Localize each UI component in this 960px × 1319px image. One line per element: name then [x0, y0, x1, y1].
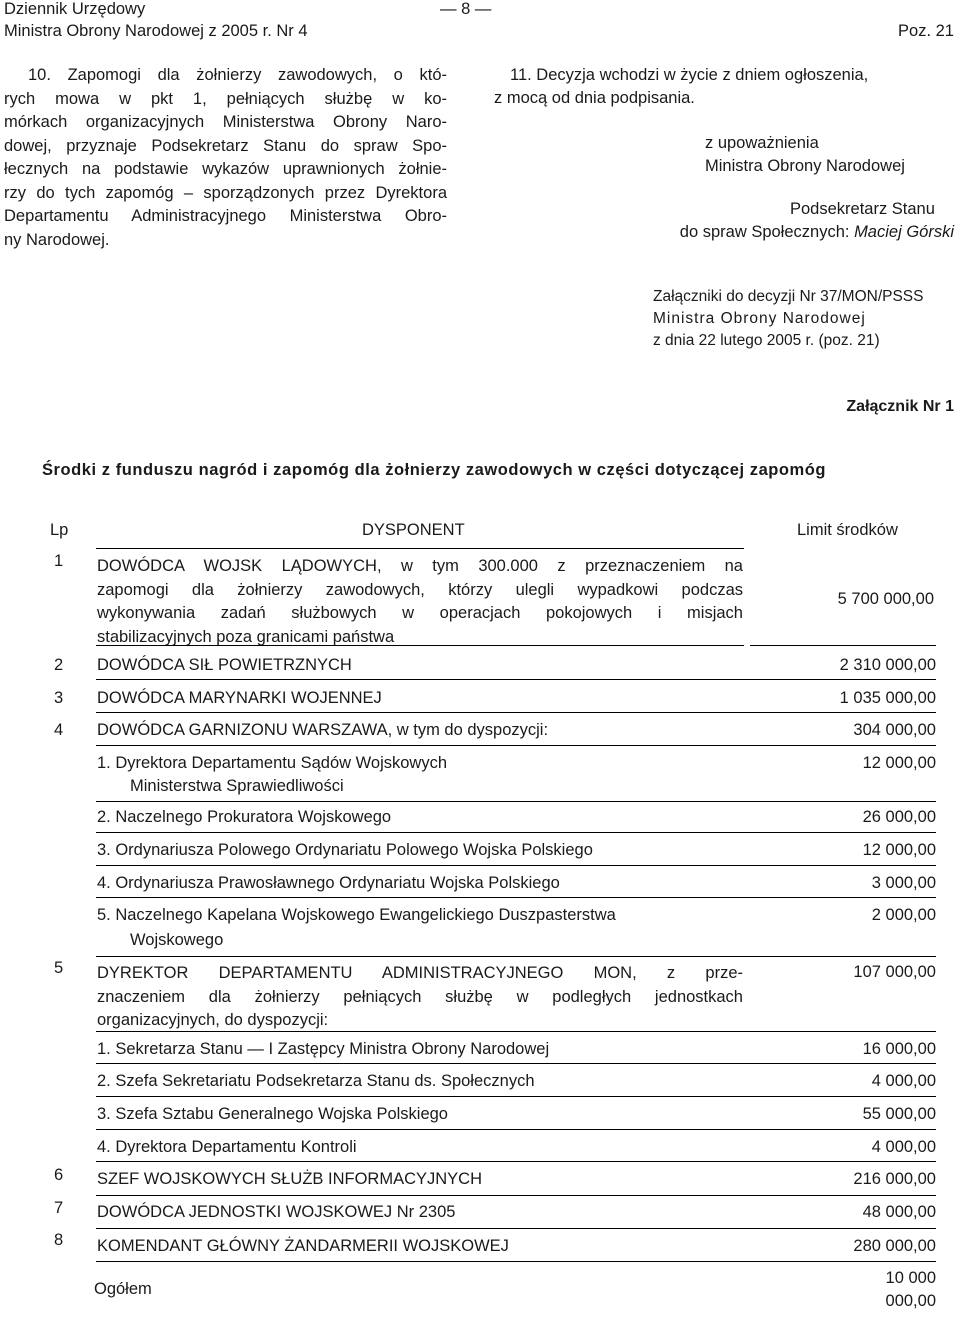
row7-name: DOWÓDCA JEDNOSTKI WOJSKOWEJ Nr 2305	[97, 1203, 456, 1221]
row5-sub3: 3. Szefa Sztabu Generalnego Wojska Polskiego	[97, 1105, 448, 1123]
row4-limit: 304 000,00	[853, 721, 936, 739]
row2-name: DOWÓDCA SIŁ POWIETRZNYCH	[97, 656, 352, 674]
paragraph-11-line1: 11. Decyzja wchodzi w życie z dniem ogłoszenia,	[510, 66, 869, 84]
row5-line: znaczeniem dla żołnierzy pełniących służbę w podległych jednostkach	[97, 987, 743, 1006]
header-limit: Limit środków	[797, 521, 898, 539]
row5-sub2-limit: 4 000,00	[871, 1072, 936, 1090]
row3-name: DOWÓDCA MARYNARKI WOJENNEJ	[97, 689, 382, 707]
paragraph-line: mórkach organizacyjnych Ministerstwa Obrony Naro-	[4, 113, 447, 131]
row4-name: DOWÓDCA GARNIZONU WARSZAWA, w tym do dyspozycji:	[97, 721, 549, 739]
row1-line: DOWÓDCA WOJSK LĄDOWYCH, w tym 300.000 z przeznaczeniem na	[97, 557, 743, 575]
row4-sub5-line1: 5. Naczelnego Kapelana Wojskowego Ewangelickiego Duszpasterstwa	[97, 906, 616, 924]
row4-sub1-limit: 12 000,00	[862, 754, 936, 772]
row-divider	[96, 1195, 936, 1196]
paragraph-line: rzy do tych zapomóg – sporządzonych przez Dyrektora	[4, 183, 447, 202]
row-divider	[96, 801, 936, 802]
signatory-line	[680, 221, 954, 245]
row-divider	[96, 865, 936, 866]
row5-lp: 5	[54, 959, 64, 977]
row-divider	[96, 832, 936, 833]
attachments-ref-3: z dnia 22 lutego 2005 r. (poz. 21)	[653, 332, 880, 349]
row4-sub1-line1: 1. Dyrektora Departamentu Sądów Wojskowych	[97, 754, 448, 772]
signatory-role: do spraw Społecznych:	[679, 223, 850, 241]
row2-limit: 2 310 000,00	[839, 656, 936, 674]
journal-issue: Ministra Obrony Narodowej z 2005 r. Nr 4	[4, 22, 308, 40]
annex-title: Środki z funduszu nagród i zapomóg dla żołnierzy zawodowych w części dotyczącej zapomóg	[42, 461, 827, 479]
paragraph-10	[4, 64, 447, 252]
row5-name	[97, 962, 743, 1033]
paragraph-11-line2: z mocą od dnia podpisania.	[494, 89, 695, 107]
total-label: Ogółem	[94, 1280, 152, 1298]
row-divider	[96, 712, 936, 713]
journal-title: Dziennik Urzędowy	[4, 0, 146, 18]
row5-sub1-limit: 16 000,00	[862, 1040, 936, 1058]
row5-limit: 107 000,00	[853, 963, 936, 981]
row1-line: wykonywania zadań służbowych w operacjach pokojowych i misjach	[97, 604, 743, 622]
row6-name: SZEF WOJSKOWYCH SŁUŻB INFORMACYJNYCH	[97, 1170, 483, 1188]
row-divider	[96, 645, 744, 646]
attachments-ref-1: Załączniki do decyzji Nr 37/MON/PSSS	[653, 288, 924, 305]
row-divider	[96, 1031, 936, 1032]
row-divider	[750, 645, 936, 646]
row6-limit: 216 000,00	[853, 1170, 936, 1188]
row8-limit: 280 000,00	[853, 1237, 936, 1255]
row6-lp: 6	[54, 1166, 64, 1184]
row1-limit: 5 700 000,00	[837, 590, 934, 608]
header-dysponent: DYSPONENT	[362, 521, 465, 539]
row-divider	[96, 1096, 936, 1097]
paragraph-line: Departamentu Administracyjnego Ministerstwa Obro-	[4, 207, 447, 225]
signatory-name: Maciej Górski	[854, 223, 954, 241]
row1-lp: 1	[54, 552, 64, 570]
row-divider	[96, 1063, 936, 1064]
header-lp: Lp	[50, 521, 69, 539]
row4-sub3-limit: 12 000,00	[862, 841, 936, 859]
row2-lp: 2	[54, 656, 64, 674]
authorization-minister: Ministra Obrony Narodowej	[705, 157, 905, 175]
header-divider	[96, 548, 744, 549]
row-divider	[96, 1228, 936, 1229]
row3-lp: 3	[54, 689, 64, 707]
paragraph-line: 10. Zapomogi dla żołnierzy zawodowych, o któ-	[28, 66, 447, 84]
row5-line: DYREKTOR DEPARTAMENTU ADMINISTRACYJNEGO MON, z prze-	[97, 964, 743, 982]
row3-limit: 1 035 000,00	[839, 689, 936, 707]
row4-sub1-line2: Ministerstwa Sprawiedliwości	[130, 777, 344, 795]
row8-lp: 8	[54, 1231, 64, 1249]
row-divider	[96, 1161, 936, 1162]
row5-line: organizacyjnych, do dyspozycji:	[97, 1011, 329, 1029]
row5-sub4: 4. Dyrektora Departamentu Kontroli	[97, 1138, 357, 1156]
row4-sub3: 3. Ordynariusza Polowego Ordynariatu Polowego Wojska Polskiego	[97, 841, 593, 859]
paragraph-line: dowej, przyznaje Podsekretarz Stanu do spraw Spo-	[4, 136, 447, 155]
annex-label: Załącznik Nr 1	[846, 398, 954, 415]
row5-sub4-limit: 4 000,00	[871, 1138, 936, 1156]
row7-lp: 7	[54, 1199, 64, 1217]
page-number: — 8 —	[440, 0, 492, 18]
row-divider	[96, 1129, 936, 1130]
position-number: Poz. 21	[898, 22, 954, 40]
paragraph-line: łecznych na podstawie wykazów uprawnionych żołnie-	[4, 160, 447, 178]
signatory-title: Podsekretarz Stanu	[790, 200, 935, 218]
attachments-ref-2: Ministra Obrony Narodowej	[653, 310, 866, 327]
row-divider	[96, 679, 936, 680]
row1-line: zapomogi dla żołnierzy zawodowych, którzy ulegli wypadkowi podczas	[97, 580, 743, 599]
authorization-line: z upoważnienia	[705, 134, 819, 152]
row4-sub4: 4. Ordynariusza Prawosławnego Ordynariatu Wojska Polskiego	[97, 874, 560, 892]
row1-name	[97, 555, 743, 649]
row1-line: stabilizacyjnych poza granicami państwa	[97, 627, 395, 646]
row4-sub2-limit: 26 000,00	[862, 808, 936, 826]
row5-sub2: 2. Szefa Sekretariatu Podsekretarza Stanu ds. Społecznych	[97, 1072, 535, 1090]
row-divider	[96, 897, 936, 898]
row4-sub4-limit: 3 000,00	[871, 874, 936, 892]
row8-name: KOMENDANT GŁÓWNY ŻANDARMERII WOJSKOWEJ	[97, 1237, 509, 1255]
paragraph-line: ny Narodowej.	[4, 230, 110, 249]
row-divider	[96, 1261, 936, 1262]
row5-sub1: 1. Sekretarza Stanu — I Zastępcy Ministra Obrony Narodowej	[97, 1040, 550, 1058]
row4-sub5-line2: Wojskowego	[130, 931, 224, 949]
row5-sub3-limit: 55 000,00	[862, 1105, 936, 1123]
row-divider	[96, 956, 936, 957]
total-limit-line2: 000,00	[885, 1292, 936, 1310]
row4-lp: 4	[54, 721, 64, 739]
row4-sub5-limit: 2 000,00	[871, 906, 936, 924]
paragraph-line: rych mowa w pkt 1, pełniących służbę w ko-	[4, 89, 447, 108]
row4-sub2: 2. Naczelnego Prokuratora Wojskowego	[97, 808, 392, 826]
row7-limit: 48 000,00	[862, 1203, 936, 1221]
total-limit-line1: 10 000	[885, 1269, 936, 1287]
row-divider	[96, 745, 936, 746]
